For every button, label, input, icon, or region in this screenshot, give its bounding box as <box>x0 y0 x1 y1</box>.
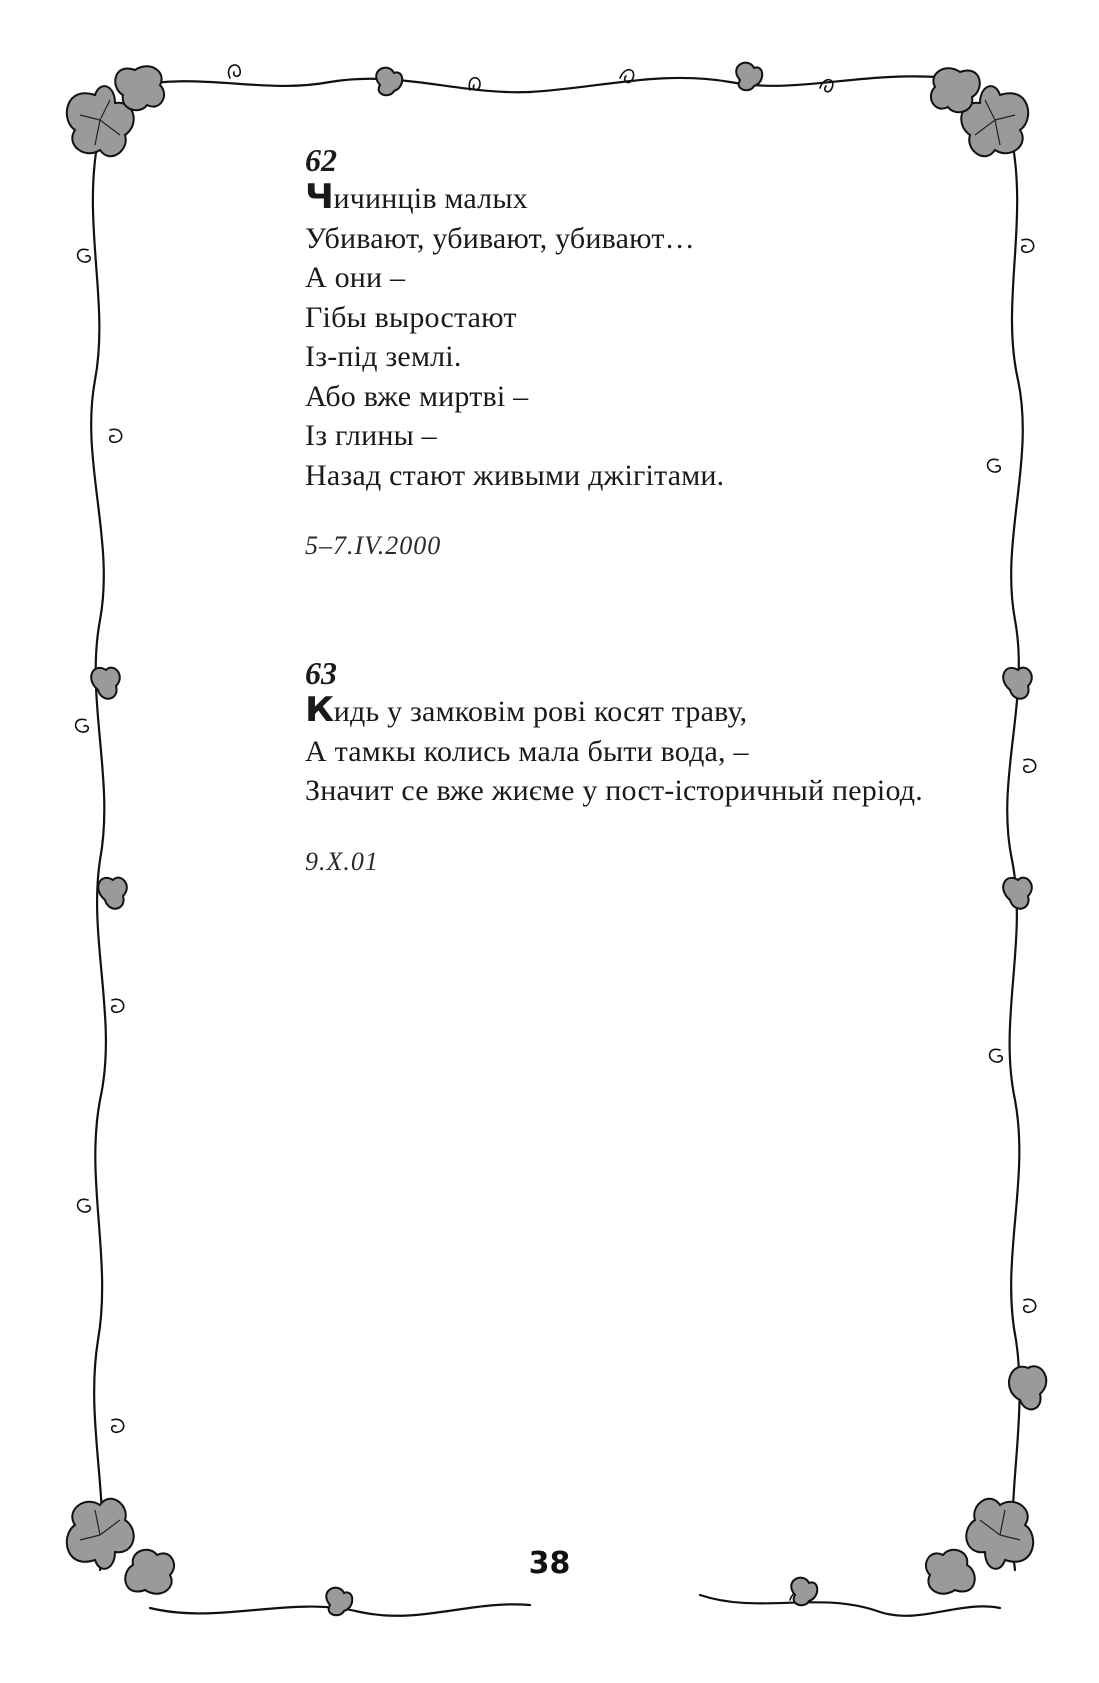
verse-line: А тамкы колись мала быти вода, – <box>305 734 749 768</box>
page-number: 38 <box>528 1546 571 1581</box>
poem-number: 62 <box>305 142 337 178</box>
verse-line: Або вже миртві – <box>305 379 529 413</box>
poem-verse <box>305 691 1025 811</box>
poem-date: 9.X.01 <box>305 846 379 876</box>
verse-line: Чичинців малых <box>305 177 528 217</box>
drop-initial: К <box>305 690 335 730</box>
poem-63 <box>305 655 1025 877</box>
poem-number: 63 <box>305 655 337 691</box>
verse-line: Із-під землі. <box>305 340 462 373</box>
verse-line: Убивают, убивают, убивают… <box>305 221 695 255</box>
verse-line: Назад стают живыми джігітами. <box>305 458 725 492</box>
verse-line: Гібы выростают <box>305 300 517 334</box>
verse-line: Кидь у замковім рові косят траву, <box>305 690 748 730</box>
poem-date: 5–7.IV.2000 <box>305 531 442 560</box>
verse-line: Із глины – <box>305 419 437 452</box>
verse-line: А они – <box>305 261 406 294</box>
drop-initial: Ч <box>305 177 334 217</box>
poem-62 <box>305 142 1025 561</box>
poem-verse <box>305 178 1025 495</box>
verse-line: Значит се вже жиєме у пост-історичный період. <box>305 774 923 807</box>
